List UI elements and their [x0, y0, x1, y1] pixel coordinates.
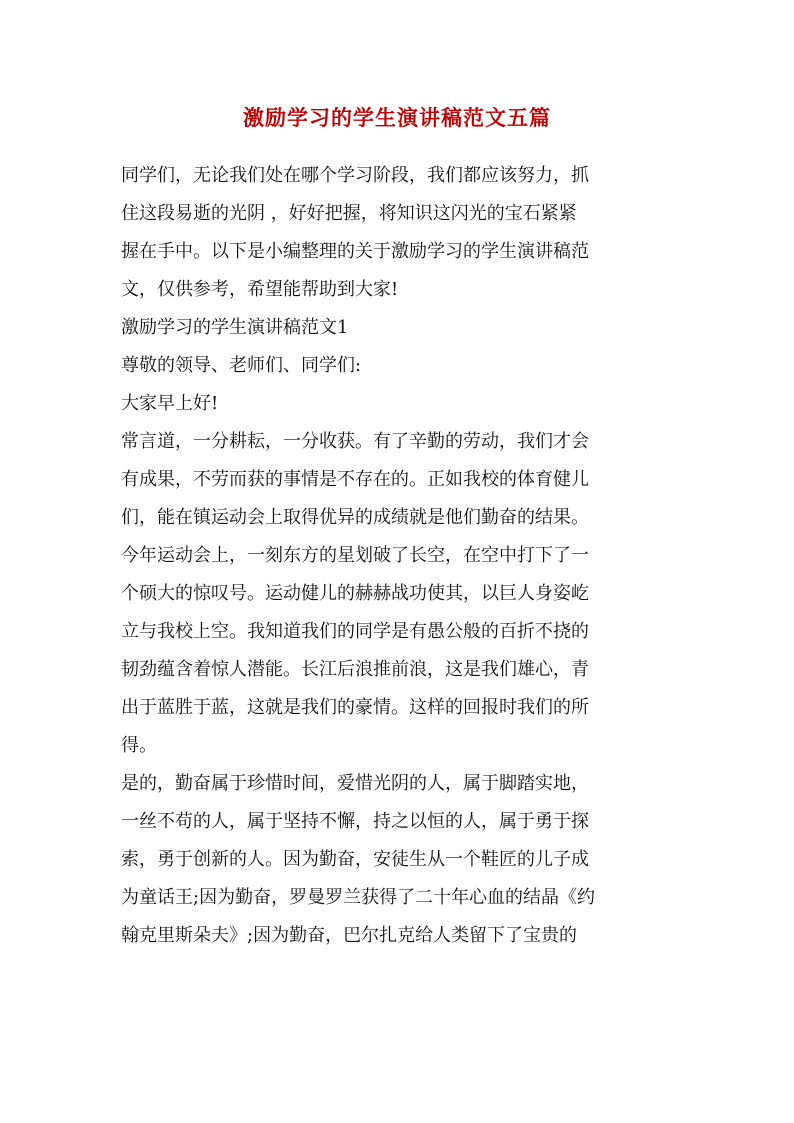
document-title: 激励学习的学生演讲稿范文五篇	[243, 105, 551, 130]
paragraph-line: 韧劲蕴含着惊人潜能。长江后浪推前浪，这是我们雄心，青	[121, 659, 589, 680]
paragraph-line: 个硕大的惊叹号。运动健儿的赫赫战功使其，以巨人身姿屹	[121, 583, 589, 604]
paragraph-line: 为童话王;因为勤奋，罗曼罗兰获得了二十年心血的结晶《约	[121, 887, 596, 908]
paragraph-line: 今年运动会上，一刻东方的星划破了长空，在空中打下了一	[121, 545, 589, 566]
paragraph-line: 文，仅供参考，希望能帮助到大家!	[121, 279, 399, 300]
salutation: 尊敬的领导、老师们、同学们:	[121, 355, 362, 376]
paragraph-line: 常言道，一分耕耘，一分收获。有了辛勤的劳动，我们才会	[121, 431, 589, 452]
document-body	[121, 157, 681, 955]
paragraph-line: 有成果，不劳而获的事情是不存在的。正如我校的体育健儿	[121, 469, 589, 490]
paragraph-line: 出于蓝胜于蓝，这就是我们的豪情。这样的回报时我们的所	[121, 697, 589, 718]
paragraph-line: 立与我校上空。我知道我们的同学是有愚公般的百折不挠的	[121, 621, 589, 642]
paragraph-line: 们，能在镇运动会上取得优异的成绩就是他们勤奋的结果。	[121, 507, 589, 528]
paragraph-line: 是的，勤奋属于珍惜时间，爱惜光阴的人，属于脚踏实地，	[121, 773, 589, 794]
greeting: 大家早上好!	[121, 393, 219, 414]
paragraph-line: 一丝不苟的人，属于坚持不懈，持之以恒的人，属于勇于探	[121, 811, 589, 832]
section-heading: 激励学习的学生演讲稿范文1	[121, 317, 349, 338]
paragraph-line: 住这段易逝的光阴 ，好好把握，将知识这闪光的宝石紧紧	[121, 203, 577, 224]
paragraph-line: 索，勇于创新的人。因为勤奋，安徒生从一个鞋匠的儿子成	[121, 849, 589, 870]
paragraph-line: 握在手中。以下是小编整理的关于激励学习的学生演讲稿范	[121, 241, 589, 262]
paragraph-line: 翰克里斯朵夫》;因为勤奋，巴尔扎克给人类留下了宝贵的	[121, 925, 578, 946]
paragraph-line: 同学们，无论我们处在哪个学习阶段，我们都应该努力，抓	[121, 165, 589, 186]
paragraph-line: 得。	[121, 735, 157, 756]
